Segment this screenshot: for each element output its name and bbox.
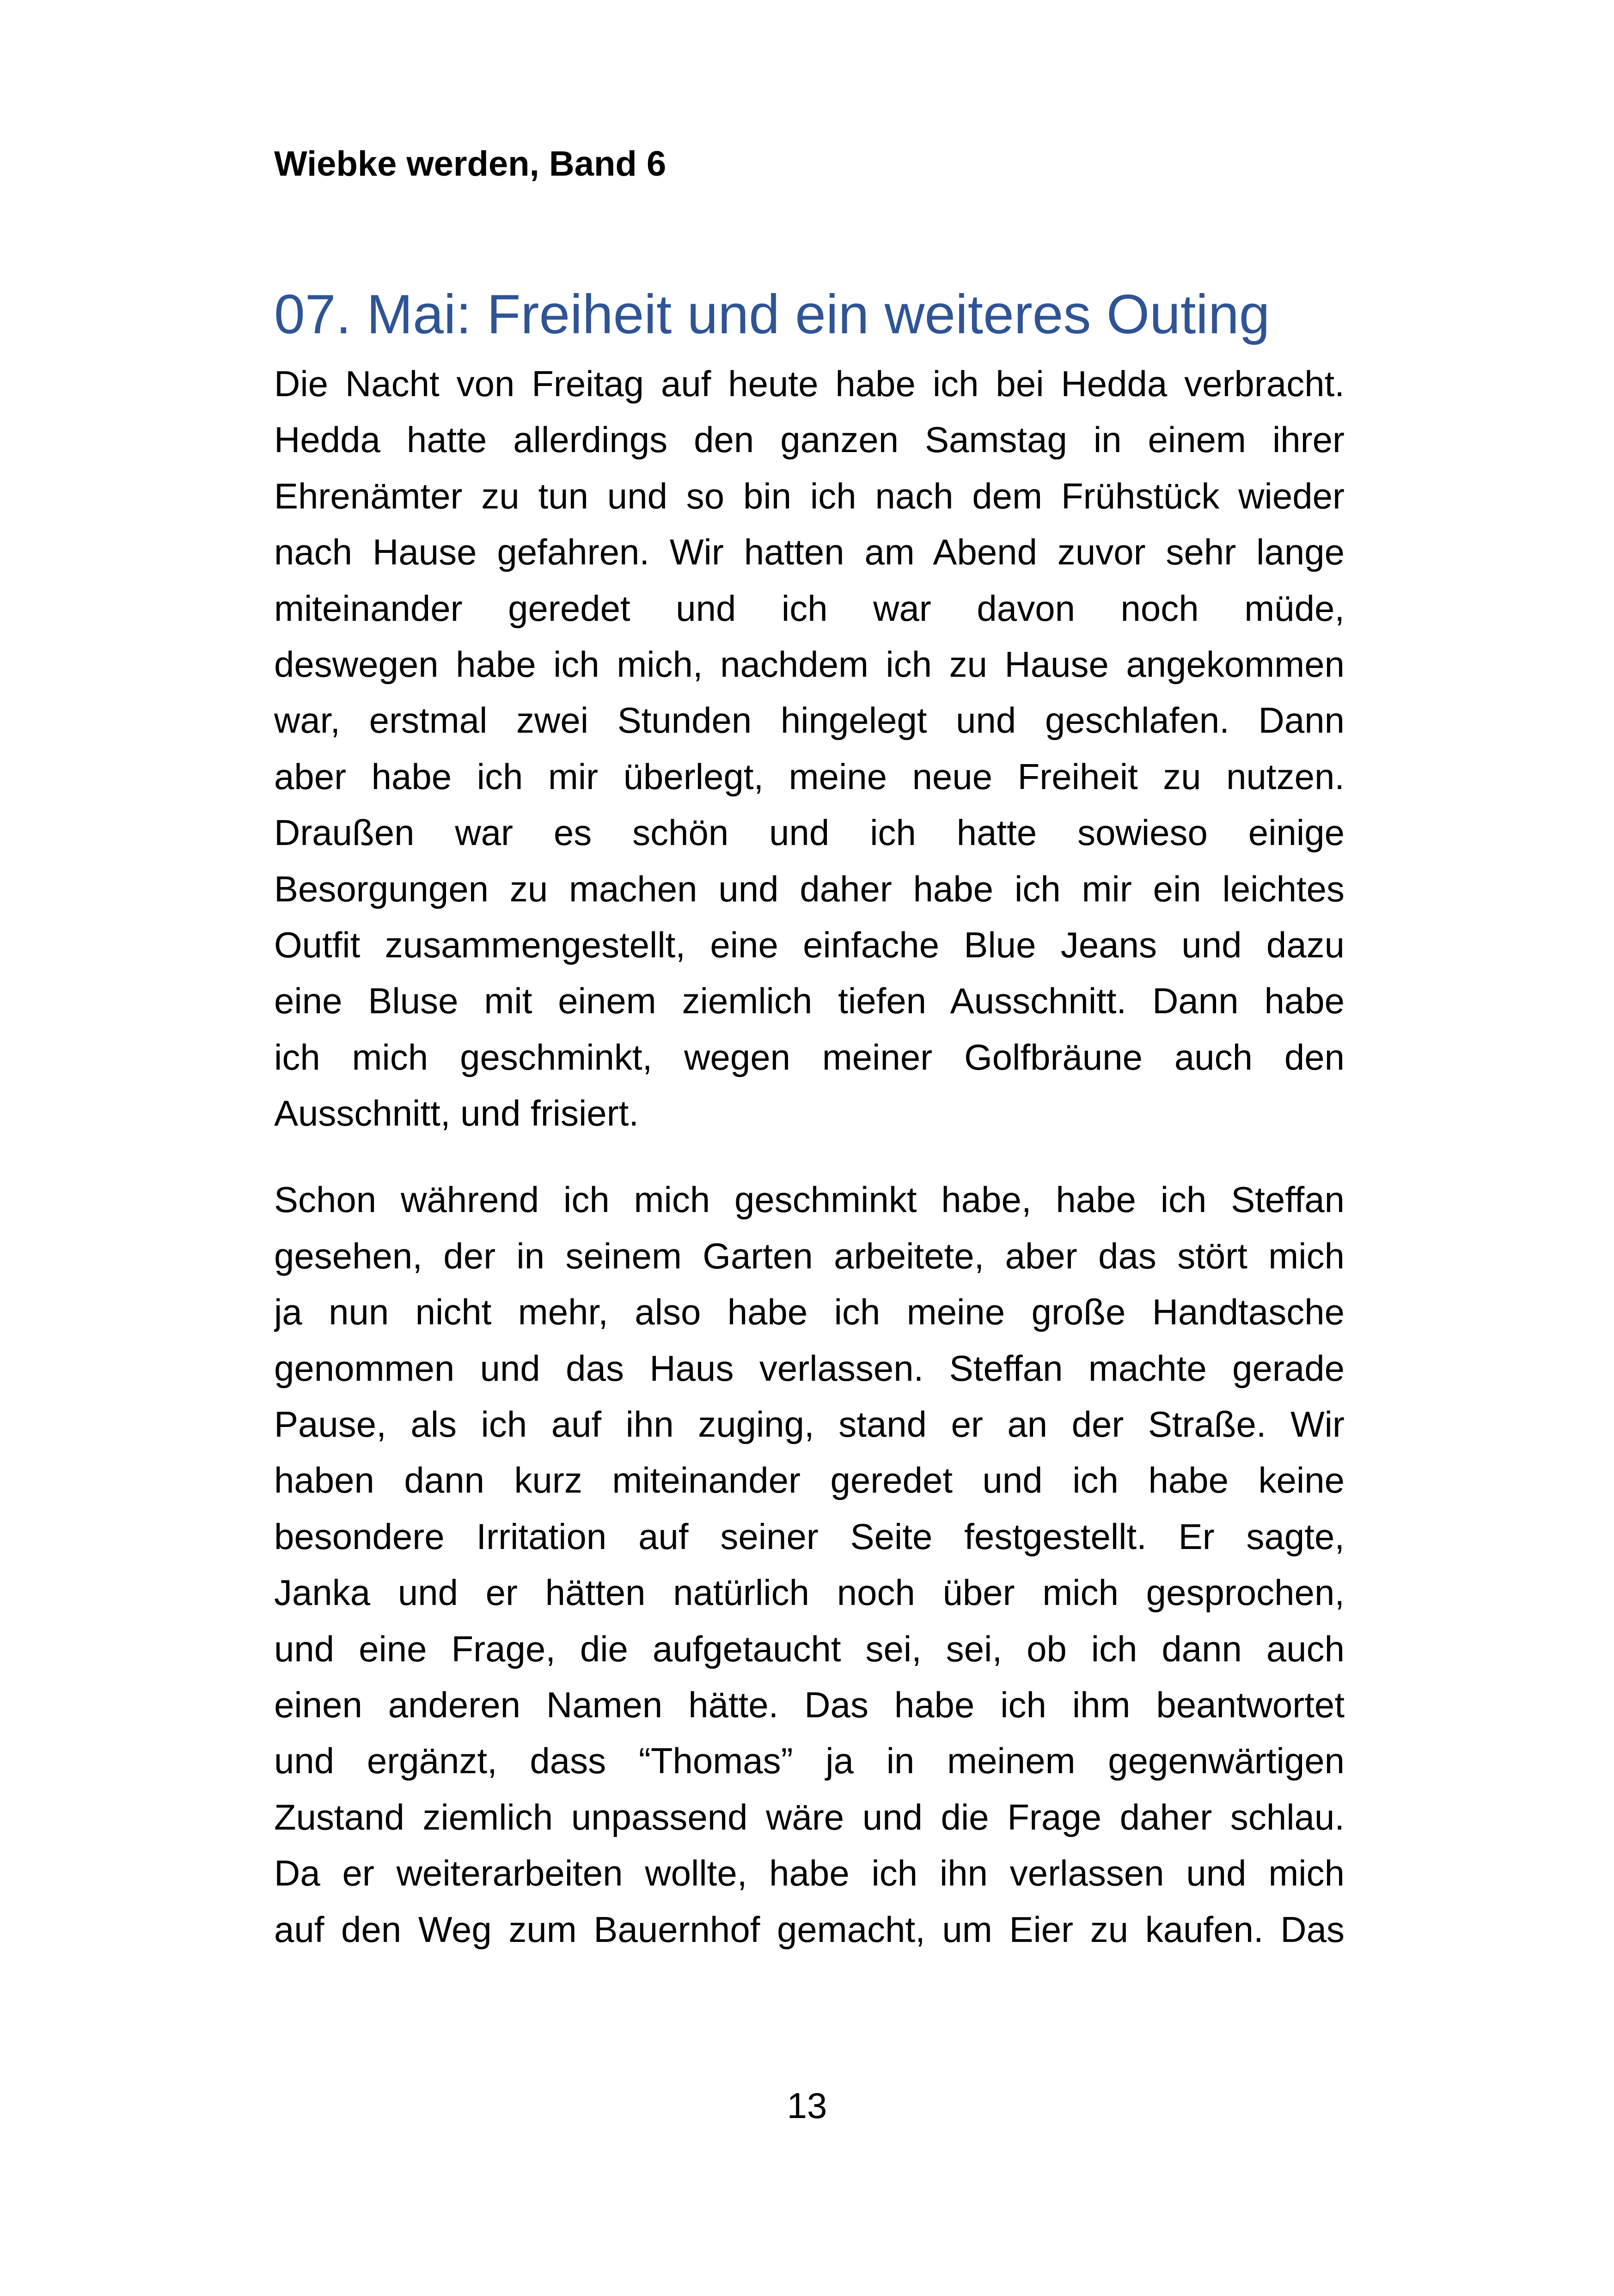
text-line: miteinander geredet und ich war davon noch müde, (274, 588, 1345, 629)
text-line: eine Bluse mit einem ziemlich tiefen Ausschnitt. Dann habe (274, 980, 1345, 1022)
text-line: ja nun nicht mehr, also habe ich meine große Handtasche (274, 1292, 1345, 1333)
text-line: einen anderen Namen hätte. Das habe ich ihm beantwortet (274, 1684, 1345, 1725)
text-line: Zustand ziemlich unpassend wäre und die Frage daher schlau. (274, 1796, 1345, 1837)
body-text (274, 356, 1345, 1958)
text-line: Ehrenämter zu tun und so bin ich nach dem Frühstück wieder (274, 475, 1345, 516)
text-line: besondere Irritation auf seiner Seite festgestellt. Er sagte, (274, 1516, 1345, 1557)
text-line: Besorgungen zu machen und daher habe ich mir ein leichtes (274, 868, 1345, 909)
paragraph-1 (274, 356, 1345, 1141)
text-line: Schon während ich mich geschminkt habe, habe ich Steffan (274, 1179, 1345, 1220)
text-line: haben dann kurz miteinander geredet und ich habe keine (274, 1460, 1345, 1501)
running-header: Wiebke werden, Band 6 (274, 144, 666, 184)
text-line: Ausschnitt, und frisiert. (274, 1093, 639, 1134)
page-number: 13 (787, 2085, 827, 2126)
text-line: ich mich geschminkt, wegen meiner Golfbräune auch den (274, 1036, 1345, 1078)
paragraph-gap (274, 1141, 1345, 1172)
paragraph-2 (274, 1172, 1345, 1957)
text-line: Pause, als ich auf ihn zuging, stand er an der Straße. Wir (274, 1404, 1345, 1445)
text-line: Draußen war es schön und ich hatte sowieso einige (274, 812, 1345, 853)
text-line: war, erstmal zwei Stunden hingelegt und geschlafen. Dann (274, 700, 1345, 741)
text-line: aber habe ich mir überlegt, meine neue Freiheit zu nutzen. (274, 756, 1345, 797)
text-line: und ergänzt, dass “Thomas” ja in meinem gegenwärtigen (274, 1740, 1345, 1782)
text-line: Hedda hatte allerdings den ganzen Samstag in einem ihrer (274, 419, 1345, 460)
text-line: Die Nacht von Freitag auf heute habe ich bei Hedda verbracht. (274, 363, 1345, 404)
text-line: gesehen, der in seinem Garten arbeitete, aber das stört mich (274, 1235, 1345, 1276)
text-line: Outfit zusammengestellt, eine einfache Blue Jeans und dazu (274, 924, 1345, 965)
text-line: nach Hause gefahren. Wir hatten am Abend zuvor sehr lange (274, 532, 1345, 573)
text-line: genommen und das Haus verlassen. Steffan machte gerade (274, 1347, 1345, 1389)
text-line: und eine Frage, die aufgetaucht sei, sei, ob ich dann auch (274, 1628, 1345, 1669)
text-line: auf den Weg zum Bauernhof gemacht, um Eier zu kaufen. Das (274, 1909, 1345, 1950)
chapter-title: 07. Mai: Freiheit und ein weiteres Outing (274, 283, 1270, 345)
text-line: deswegen habe ich mich, nachdem ich zu Hause angekommen (274, 643, 1345, 685)
text-line: Da er weiterarbeiten wollte, habe ich ihn verlassen und mich (274, 1853, 1345, 1894)
text-line: Janka und er hätten natürlich noch über mich gesprochen, (274, 1572, 1345, 1613)
